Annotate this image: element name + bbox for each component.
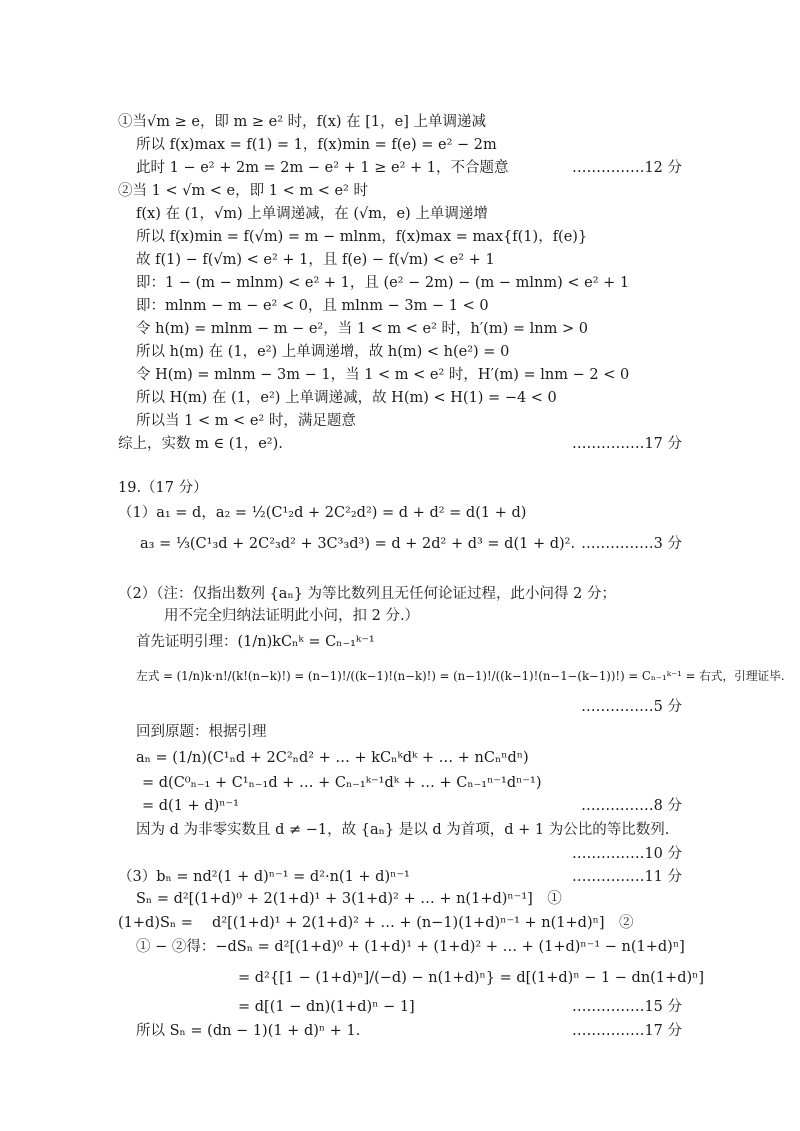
p2-note-1: （2）（注：仅指出数列 {aₙ} 为等比数列且无任何论证过程，此小问得 2 分； — [118, 586, 617, 602]
p3-subtract-2: = d²{[1 − (1+d)ⁿ]/(−d) − n(1+d)ⁿ} = d[(1+d)ⁿ − 1 − dn(1+d)ⁿ] — [238, 970, 705, 986]
case2-line-e: 即：1 − (m − mlnm) < e² + 1，且 (e² − 2m) − (m − mlnm) < e² + 1 — [136, 275, 630, 291]
score-10: ……………10 分 — [571, 846, 682, 862]
p3-sn-2: (1+d)Sₙ = d²[(1+d)¹ + 2(1+d)² + … + (n−1)(1+d)ⁿ⁻¹ + n(1+d)ⁿ] ② — [118, 915, 634, 931]
p2-back-to-problem: 回到原题：根据引理 — [136, 724, 267, 740]
p1-line-2: a₃ = ⅓(C¹₃d + 2C²₃d² + 3C³₃d³) = d + 2d² + d³ = d(1 + d)². — [140, 536, 576, 552]
p2-lemma: 首先证明引理：(1/n)kCₙᵏ = Cₙ₋₁ᵏ⁻¹ — [136, 634, 375, 650]
score-15: ……………15 分 — [571, 999, 682, 1015]
p2-an-line-2: = d(C⁰ₙ₋₁ + C¹ₙ₋₁d + … + Cₙ₋₁ᵏ⁻¹dᵏ + … + Cₙ₋₁ⁿ⁻¹dⁿ⁻¹) — [142, 775, 542, 791]
p2-an-line-3: = d(1 + d)ⁿ⁻¹ — [142, 798, 239, 814]
case2-line-k: 所以当 1 < m < e² 时，满足题意 — [136, 413, 356, 429]
p3-subtract-3: = d[(1 − dn)(1+d)ⁿ − 1] — [238, 999, 415, 1015]
case2-line-f: 即：mlnm − m − e² < 0，且 mlnm − 3m − 1 < 0 — [136, 298, 489, 314]
case2-line-i: 令 H(m) = mlnm − 3m − 1，当 1 < m < e² 时，H′(m) = lnm − 2 < 0 — [136, 367, 630, 383]
score-17: ……………17 分 — [571, 1023, 682, 1039]
case2-line-c: 所以 f(x)min = f(√m) = m − mlnm，f(x)max = max{f(1)，f(e)} — [136, 229, 588, 245]
summary-line: 综上，实数 m ∈ (1，e²). — [118, 436, 283, 452]
score-11: ……………11 分 — [571, 869, 682, 885]
case2-line-j: 所以 H(m) 在 (1，e²) 上单调递减，故 H(m) < H(1) = −4 < 0 — [136, 390, 557, 406]
case1-line-b: 所以 f(x)max = f(1) = 1，f(x)min = f(e) = e² − 2m — [136, 137, 497, 153]
p2-an-line-1: aₙ = (1/n)(C¹ₙd + 2C²ₙd² + … + kCₙᵏdᵏ + … + nCₙⁿdⁿ) — [136, 750, 529, 766]
p3-bn: （3）bₙ = nd²(1 + d)ⁿ⁻¹ = d²·n(1 + d)ⁿ⁻¹ — [118, 869, 410, 885]
case2-line-h: 所以 h(m) 在 (1，e²) 上单调递增，故 h(m) < h(e²) = 0 — [136, 344, 510, 360]
question-19-header: 19.（17 分） — [118, 480, 208, 496]
case2-line-b: f(x) 在 (1，√m) 上单调递减，在 (√m，e) 上单调递增 — [136, 206, 488, 222]
p3-final: 所以 Sₙ = (dn − 1)(1 + d)ⁿ + 1. — [136, 1023, 361, 1039]
p3-subtract-1: ① − ②得：−dSₙ = d²[(1+d)⁰ + (1+d)¹ + (1+d)² + … + (1+d)ⁿ⁻¹ − n(1+d)ⁿ] — [136, 939, 685, 955]
score-12: ……………12 分 — [571, 160, 682, 176]
p2-conclusion: 因为 d 为非零实数且 d ≠ −1，故 {aₙ} 是以 d 为首项，d + 1 为公比的等比数列. — [136, 822, 670, 838]
score-5: ……………5 分 — [581, 699, 682, 715]
score-8: ……………8 分 — [581, 798, 682, 814]
score-3: ……………3 分 — [581, 536, 682, 552]
case1-line-c: 此时 1 − e² + 2m = 2m − e² + 1 ≥ e² + 1，不合题意 — [136, 160, 509, 176]
case1-line-a: ①当√m ≥ e，即 m ≥ e² 时，f(x) 在 [1，e] 上单调递减 — [118, 114, 486, 130]
case2-line-g: 令 h(m) = mlnm − m − e²，当 1 < m < e² 时，h′(m) = lnm > 0 — [136, 321, 588, 337]
score-17-part1: ……………17 分 — [571, 436, 682, 452]
p2-lemma-proof: 左式 = (1/n)k·n!/(k!(n−k)!) = (n−1)!/((k−1)!(n−k)!) = (n−1)!/((k−1)!(n−1−(k−1))!) = Cₙ₋₁ᵏ⁻¹ = 右式，引理证毕. — [136, 669, 785, 683]
case2-line-a: ②当 1 < √m < e，即 1 < m < e² 时 — [118, 183, 368, 199]
p3-sn-1: Sₙ = d²[(1+d)⁰ + 2(1+d)¹ + 3(1+d)² + … + n(1+d)ⁿ⁻¹] ① — [136, 891, 562, 907]
case2-line-d: 故 f(1) − f(√m) < e² + 1，且 f(e) − f(√m) < e² + 1 — [136, 252, 495, 268]
p2-note-2: 用不完全归纳法证明此小问，扣 2 分.） — [164, 608, 420, 624]
p1-line-1: （1）a₁ = d，a₂ = ½(C¹₂d + 2C²₂d²) = d + d² = d(1 + d) — [118, 505, 527, 521]
